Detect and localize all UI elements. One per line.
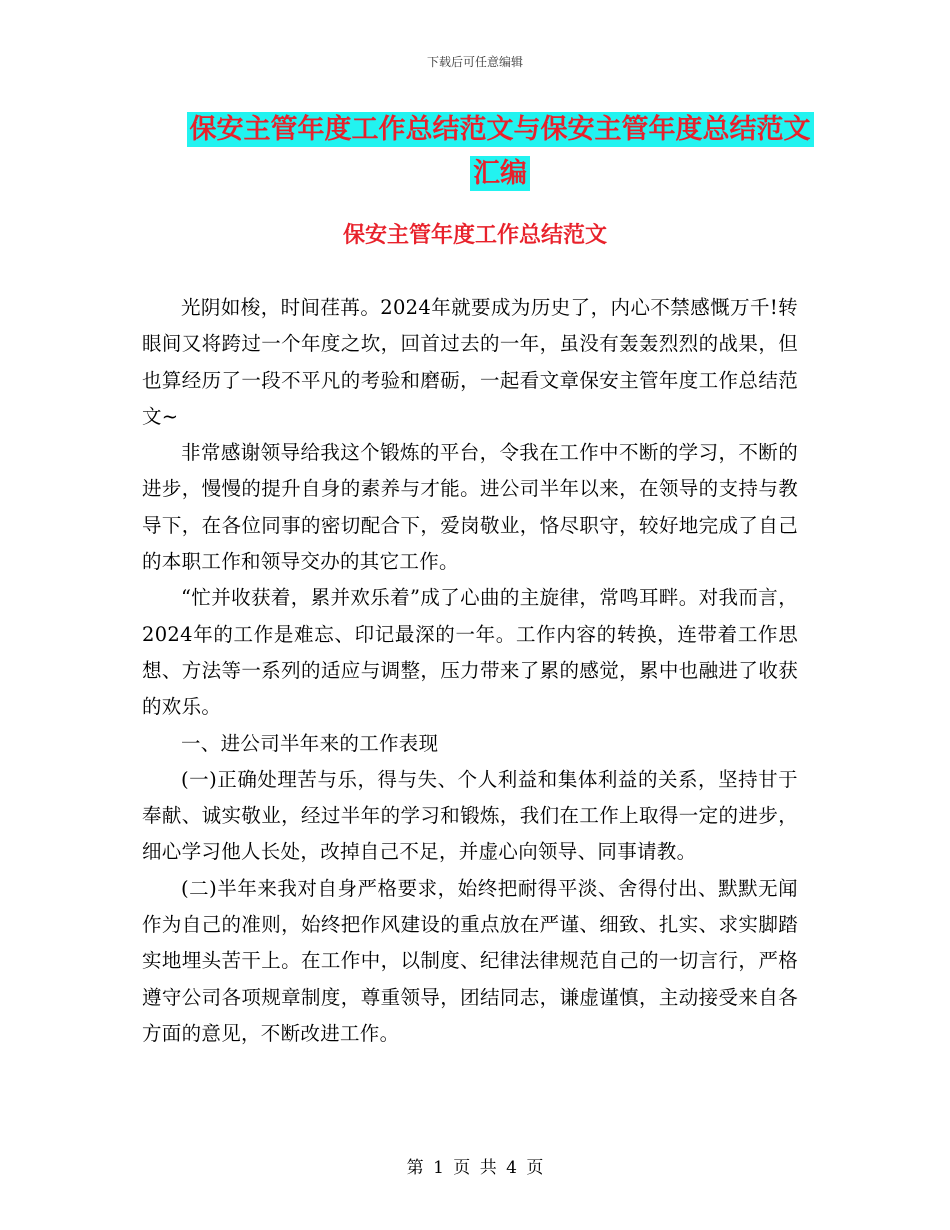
document-title: [140, 108, 860, 196]
document-title-line-1: 保安主管年度工作总结范文与保安主管年度总结范文: [187, 112, 814, 147]
document-body: [142, 290, 798, 1052]
paragraph-item-2: (二)半年来我对自身严格要求，始终把耐得平淡、舍得付出、默默无闻作为自己的准则，始终把作风建设的重点放在严谨、细致、扎实、求实脚踏实地埋头苦干上。在工作中，以制度、纪律法律规范自己的一切言行，严格遵守公司各项规章制度，尊重领导，团结同志，谦虚谨慎，主动接受来自各方面的意见，不断改进工作。: [142, 876, 798, 1045]
page-number-footer: 第 1 页 共 4 页: [406, 1158, 544, 1178]
paragraph-intro: 光阴如梭，时间荏苒。2024年就要成为历史了，内心不禁感慨万千!转眼间又将跨过一个年度之坎，回首过去的一年，虽没有轰轰烈烈的战果，但也算经历了一段不平凡的考验和磨砺，一起看文章保安主管年度工作总结范文~: [142, 296, 798, 428]
paragraph-item-1: (一)正确处理苦与乐，得与失、个人利益和集体利益的关系，坚持甘于奉献、诚实敬业，经过半年的学习和锻炼，我们在工作上取得一定的进步，细心学习他人长处，改掉自己不足，并虚心向领导、同事请教。: [142, 767, 798, 864]
page-header-note: 下载后可任意编辑: [426, 55, 523, 69]
paragraph-thanks: 非常感谢领导给我这个锻炼的平台，令我在工作中不断的学习，不断的进步，慢慢的提升自身的素养与才能。进公司半年以来，在领导的支持与教导下，在各位同事的密切配合下，爱岗敬业，恪尽职守，较好地完成了自己的本职工作和领导交办的其它工作。: [142, 441, 798, 574]
section-heading-1: 一、进公司半年来的工作表现: [181, 731, 439, 755]
paragraph-busy: “忙并收获着，累并欢乐着”成了心曲的主旋律，常鸣耳畔。对我而言，2024年的工作是难忘、印记最深的一年。工作内容的转换，连带着工作思想、方法等一系列的适应与调整，压力带来了累的感觉，累中也融进了收获的欢乐。: [142, 586, 798, 719]
section-title: 保安主管年度工作总结范文: [342, 223, 607, 248]
document-title-line-2: 汇编: [470, 156, 530, 191]
